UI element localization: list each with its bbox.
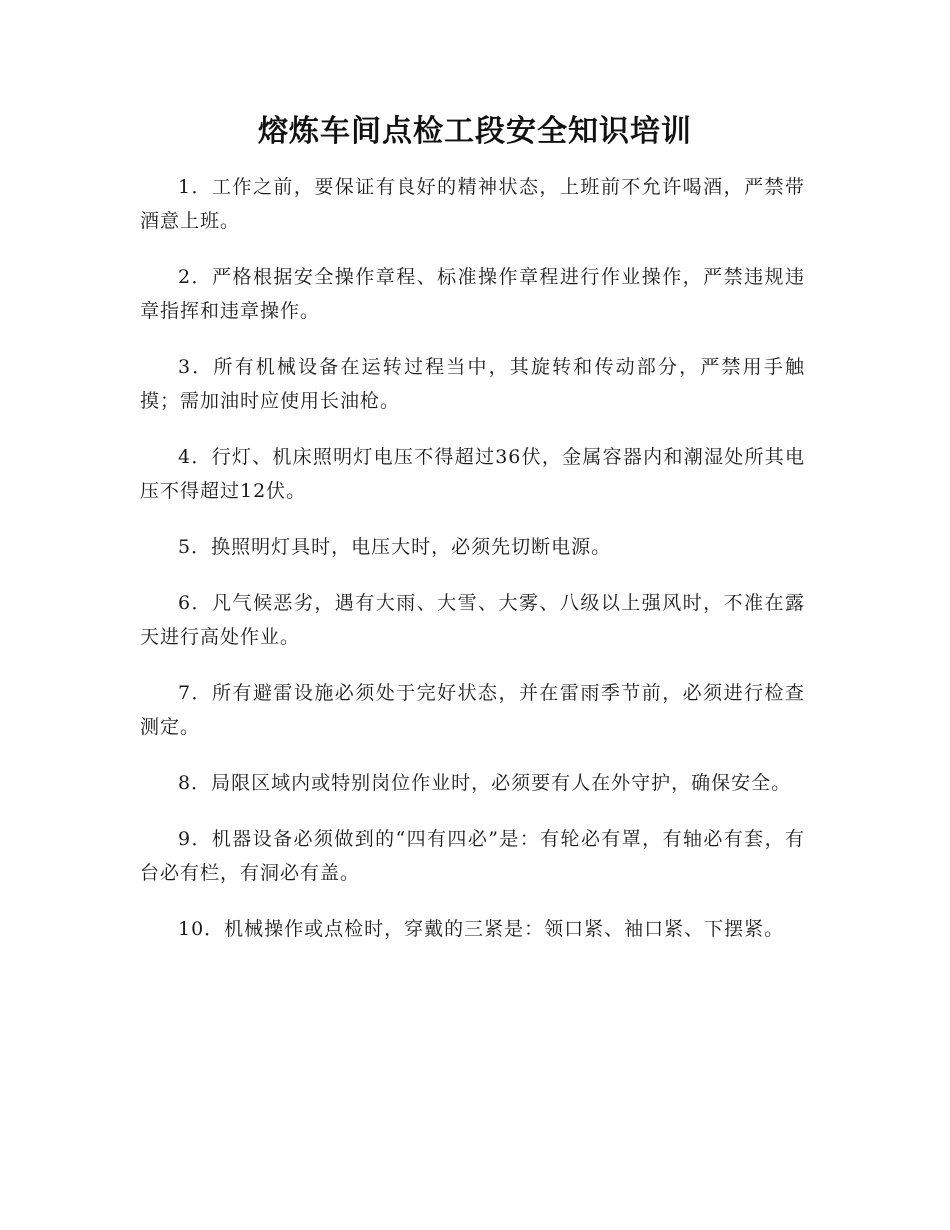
document-title: 熔炼车间点检工段安全知识培训 xyxy=(258,114,692,149)
paragraph-8: 8．局限区域内或特别岗位作业时，必须要有人在外守护，确保安全。 xyxy=(178,772,792,794)
paragraph-1: 1．工作之前，要保证有良好的精神状态，上班前不允许喝酒，严禁带酒意上班。 xyxy=(140,176,805,232)
paragraph-2: 2．严格根据安全操作章程、标准操作章程进行作业操作，严禁违规违章指挥和违章操作。 xyxy=(140,266,805,322)
document-body xyxy=(140,170,805,968)
paragraph-9: 9．机器设备必须做到的“四有四必”是：有轮必有罩，有轴必有套，有台必有栏，有洞必有盖。 xyxy=(140,828,805,884)
paragraph-6: 6．凡气候恶劣，遇有大雨、大雪、大雾、八级以上强风时，不准在露天进行高处作业。 xyxy=(140,592,805,648)
paragraph-10: 10．机械操作或点检时，穿戴的三紧是：领口紧、袖口紧、下摆紧。 xyxy=(178,918,785,940)
paragraph-7: 7．所有避雷设施必须处于完好状态，并在雷雨季节前，必须进行检查测定。 xyxy=(140,682,805,738)
paragraph-5: 5．换照明灯具时，电压大时，必须先切断电源。 xyxy=(178,536,612,558)
paragraph-4: 4．行灯、机床照明灯电压不得超过36伏，金属容器内和潮湿处所其电压不得超过12伏。 xyxy=(140,446,805,502)
paragraph-3: 3．所有机械设备在运转过程当中，其旋转和传动部分，严禁用手触摸；需加油时应使用长油枪。 xyxy=(140,356,805,412)
